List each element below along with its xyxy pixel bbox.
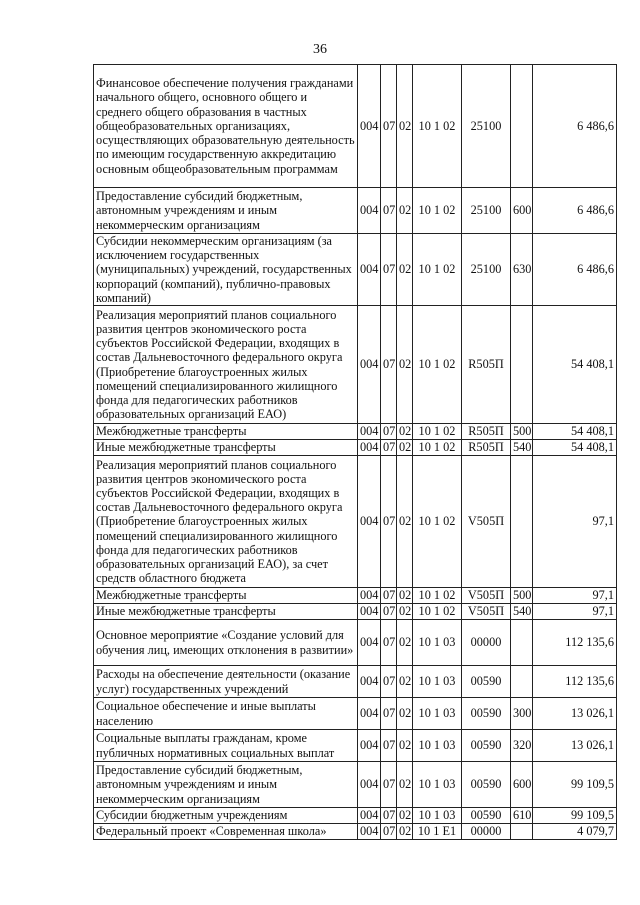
table-row [94,808,617,824]
subsection-code: 02 [397,808,413,824]
subsection-code: 02 [397,762,413,808]
expense-code: 00590 [462,698,511,730]
program-code: 10 1 03 [413,666,462,698]
amount: 112 135,6 [533,620,617,666]
subsection-code: 02 [397,620,413,666]
expense-code: V505П [462,588,511,604]
row-name: Федеральный проект «Современная школа» [94,824,358,840]
section-code: 07 [381,808,397,824]
table-row [94,188,617,234]
expense-type-code: 600 [511,188,533,234]
amount: 97,1 [533,604,617,620]
table-row [94,730,617,762]
row-name: Предоставление субсидий бюджетным, автономным учреждениям и иным некоммерческим организациям [94,188,358,234]
subsection-code: 02 [397,588,413,604]
subsection-code: 02 [397,730,413,762]
amount: 99 109,5 [533,808,617,824]
subsection-code: 02 [397,234,413,306]
amount: 54 408,1 [533,440,617,456]
section-code: 07 [381,604,397,620]
expense-code: 00000 [462,824,511,840]
program-code: 10 1 03 [413,808,462,824]
section-code: 07 [381,588,397,604]
ministry-code: 004 [358,604,381,620]
expense-code: 25100 [462,188,511,234]
row-name: Иные межбюджетные трансферты [94,604,358,620]
expense-type-code [511,306,533,424]
section-code: 07 [381,456,397,588]
program-code: 10 1 02 [413,604,462,620]
ministry-code: 004 [358,762,381,808]
program-code: 10 1 02 [413,440,462,456]
amount: 6 486,6 [533,65,617,188]
expense-type-code [511,620,533,666]
ministry-code: 004 [358,306,381,424]
ministry-code: 004 [358,588,381,604]
table-row [94,440,617,456]
section-code: 07 [381,762,397,808]
expense-type-code [511,666,533,698]
table-row [94,762,617,808]
subsection-code: 02 [397,824,413,840]
expense-code: 00590 [462,730,511,762]
table-row [94,588,617,604]
table-row [94,456,617,588]
program-code: 10 1 03 [413,698,462,730]
expense-code: V505П [462,604,511,620]
expense-code: 00590 [462,808,511,824]
section-code: 07 [381,234,397,306]
row-name: Социальное обеспечение и иные выплаты населению [94,698,358,730]
amount: 112 135,6 [533,666,617,698]
expense-type-code [511,65,533,188]
ministry-code: 004 [358,808,381,824]
expense-code: 00590 [462,666,511,698]
amount: 13 026,1 [533,698,617,730]
ministry-code: 004 [358,65,381,188]
ministry-code: 004 [358,698,381,730]
row-name: Реализация мероприятий планов социального развития центров экономического роста субъектов Российской Федерации, входящих в состав Дальневосточного федерального округа (Приобретение благоустроенных жилых помещений специализированного жилищного фонда для педагогических работников образовательных организаций ЕАО), за счет средств областного бюджета [94,456,358,588]
ministry-code: 004 [358,730,381,762]
section-code: 07 [381,188,397,234]
budget-table [93,64,617,840]
expense-type-code: 610 [511,808,533,824]
expense-code: 25100 [462,65,511,188]
program-code: 10 1 E1 [413,824,462,840]
row-name: Субсидии некоммерческим организациям (за исключением государственных (муниципальных) учреждений, государственных корпораций (компаний), публично-правовых компаний) [94,234,358,306]
expense-type-code: 500 [511,588,533,604]
amount: 54 408,1 [533,306,617,424]
expense-type-code [511,824,533,840]
ministry-code: 004 [358,666,381,698]
expense-type-code: 320 [511,730,533,762]
table-row [94,65,617,188]
amount: 97,1 [533,456,617,588]
amount: 99 109,5 [533,762,617,808]
program-code: 10 1 02 [413,588,462,604]
ministry-code: 004 [358,824,381,840]
amount: 6 486,6 [533,188,617,234]
table-row [94,306,617,424]
row-name: Расходы на обеспечение деятельности (оказание услуг) государственных учреждений [94,666,358,698]
table-row [94,824,617,840]
ministry-code: 004 [358,456,381,588]
table-row [94,698,617,730]
section-code: 07 [381,666,397,698]
subsection-code: 02 [397,604,413,620]
program-code: 10 1 02 [413,306,462,424]
row-name: Реализация мероприятий планов социального развития центров экономического роста субъектов Российской Федерации, входящих в состав Дальневосточного федерального округа (Приобретение благоустроенных жилых помещений специализированного жилищного фонда для педагогических работников образовательных организаций ЕАО) [94,306,358,424]
subsection-code: 02 [397,306,413,424]
subsection-code: 02 [397,440,413,456]
table-row [94,620,617,666]
subsection-code: 02 [397,424,413,440]
section-code: 07 [381,306,397,424]
expense-type-code: 540 [511,440,533,456]
section-code: 07 [381,424,397,440]
expense-code: R505П [462,306,511,424]
table-row [94,424,617,440]
program-code: 10 1 03 [413,730,462,762]
expense-type-code: 540 [511,604,533,620]
section-code: 07 [381,620,397,666]
program-code: 10 1 02 [413,65,462,188]
row-name: Межбюджетные трансферты [94,588,358,604]
program-code: 10 1 02 [413,424,462,440]
amount: 97,1 [533,588,617,604]
subsection-code: 02 [397,65,413,188]
ministry-code: 004 [358,188,381,234]
expense-code: R505П [462,440,511,456]
program-code: 10 1 02 [413,188,462,234]
expense-code: V505П [462,456,511,588]
row-name: Межбюджетные трансферты [94,424,358,440]
program-code: 10 1 02 [413,234,462,306]
section-code: 07 [381,730,397,762]
row-name: Социальные выплаты гражданам, кроме публичных нормативных социальных выплат [94,730,358,762]
ministry-code: 004 [358,620,381,666]
program-code: 10 1 03 [413,620,462,666]
row-name: Иные межбюджетные трансферты [94,440,358,456]
expense-type-code [511,456,533,588]
amount: 54 408,1 [533,424,617,440]
table-row [94,666,617,698]
table-row [94,604,617,620]
expense-type-code: 630 [511,234,533,306]
expense-code: 25100 [462,234,511,306]
subsection-code: 02 [397,188,413,234]
row-name: Основное мероприятие «Создание условий для обучения лиц, имеющих отклонения в развитии» [94,620,358,666]
table-row [94,234,617,306]
page-number: 36 [313,42,327,57]
expense-code: 00590 [462,762,511,808]
amount: 4 079,7 [533,824,617,840]
subsection-code: 02 [397,698,413,730]
subsection-code: 02 [397,456,413,588]
expense-type-code: 500 [511,424,533,440]
ministry-code: 004 [358,234,381,306]
section-code: 07 [381,824,397,840]
section-code: 07 [381,65,397,188]
ministry-code: 004 [358,440,381,456]
row-name: Предоставление субсидий бюджетным, автономным учреждениям и иным некоммерческим организациям [94,762,358,808]
ministry-code: 004 [358,424,381,440]
row-name: Субсидии бюджетным учреждениям [94,808,358,824]
amount: 6 486,6 [533,234,617,306]
program-code: 10 1 02 [413,456,462,588]
program-code: 10 1 03 [413,762,462,808]
expense-type-code: 300 [511,698,533,730]
section-code: 07 [381,440,397,456]
expense-code: R505П [462,424,511,440]
section-code: 07 [381,698,397,730]
row-name: Финансовое обеспечение получения гражданами начального общего, основного общего и среднего общего образования в частных общеобразовательных организациях, осуществляющих образовательную деятельность по имеющим государственную аккредитацию основным общеобразовательным программам [94,65,358,188]
expense-code: 00000 [462,620,511,666]
amount: 13 026,1 [533,730,617,762]
subsection-code: 02 [397,666,413,698]
expense-type-code: 600 [511,762,533,808]
